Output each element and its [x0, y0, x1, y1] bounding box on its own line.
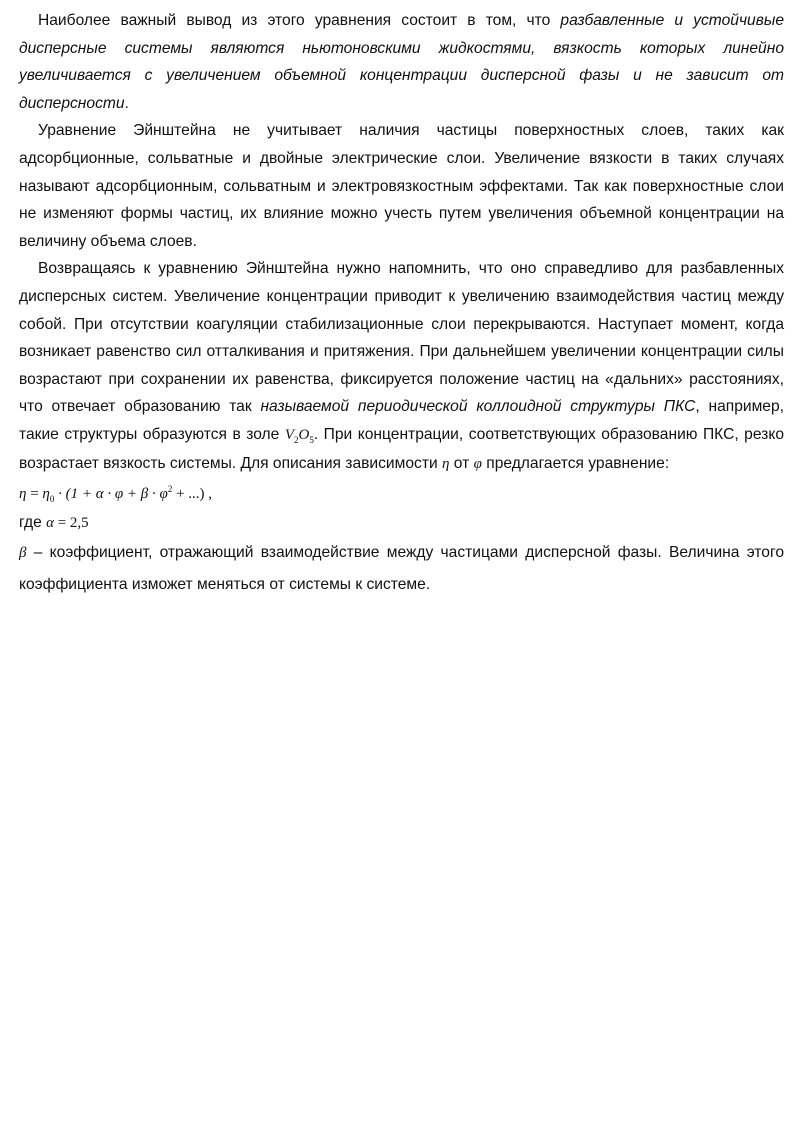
paragraph-concentration: [19, 255, 784, 478]
document-body: [19, 7, 784, 600]
paragraph3-text3: . При концентрации, соответствующих образованию ПКС, резко возрастает вязкость системы. Для описания зависимости: [19, 425, 784, 472]
paragraph3-text5: предлагается уравнение:: [481, 454, 670, 472]
paragraph1-end: .: [124, 94, 129, 112]
phi-symbol: φ: [473, 455, 482, 472]
beta-symbol: β: [19, 545, 27, 562]
paragraph-einstein-conclusion: [19, 7, 784, 117]
beta-definition: β – коэффициент, отражающий взаимодействие между частицами дисперсной фазы. Величина этого коэффициента изможет меняться от системы к системе.: [19, 544, 784, 594]
paragraph1-start: Наиболее важный вывод из этого уравнения состоит в том, что: [38, 12, 561, 29]
paragraph3-text1: Возвращаясь к уравнению Эйнштейна нужно напомнить, что оно справедливо для разбавленных дисперсных систем. Увеличение концентрации приводит к увеличению взаимодействия частиц между собой. При отсутствии коагуляции стабилизационные слои перекрываются. Наступает момент, когда возникает равенство сил отталкивания и притяжения. При дальнейшем увеличении концентрации силы возрастают при сохранении их равенства, фиксируется положение частиц на «дальних» расстояниях, что отвечает образованию так: [19, 260, 784, 416]
paragraph-surface-layers: Уравнение Эйнштейна не учитывает наличия частицы поверхностных слоев, таких как адсорбционные, сольватные и двойные электрические слои. Увеличение вязкости в таких случаях называют адсорбционным, сольватным и электровязкостным эффектами. Так как поверхностные слои не изменяют формы частиц, их влияние можно учесть путем увеличения объемной концентрации на величину объема слоев.: [19, 122, 784, 250]
sol-formula-v2o5: $V_2O_5$: [284, 426, 314, 445]
paragraph3-text4: от: [449, 454, 474, 472]
paragraph1-italic-statement: разбавленные и устойчивые дисперсные системы являются ньютоновскими жидкостями, вязкость которых линейно увеличивается с увеличением объемной концентрации дисперсной фазы и не зависит от дисперсности: [19, 12, 784, 112]
eta-symbol: η: [442, 455, 450, 472]
paragraph3-italic-pks: называемой периодической коллоидной структуры ПКС: [260, 398, 696, 416]
paragraph3-text2: , например, такие структуры образуются в золе: [19, 398, 784, 443]
viscosity-equation: $\eta = \eta_0 \cdot (1 + \alpha \cdot \varphi + \beta \cdot \varphi^2$ + ...) ,: [19, 484, 213, 505]
alpha-definition: где α = 2,5: [19, 514, 89, 532]
